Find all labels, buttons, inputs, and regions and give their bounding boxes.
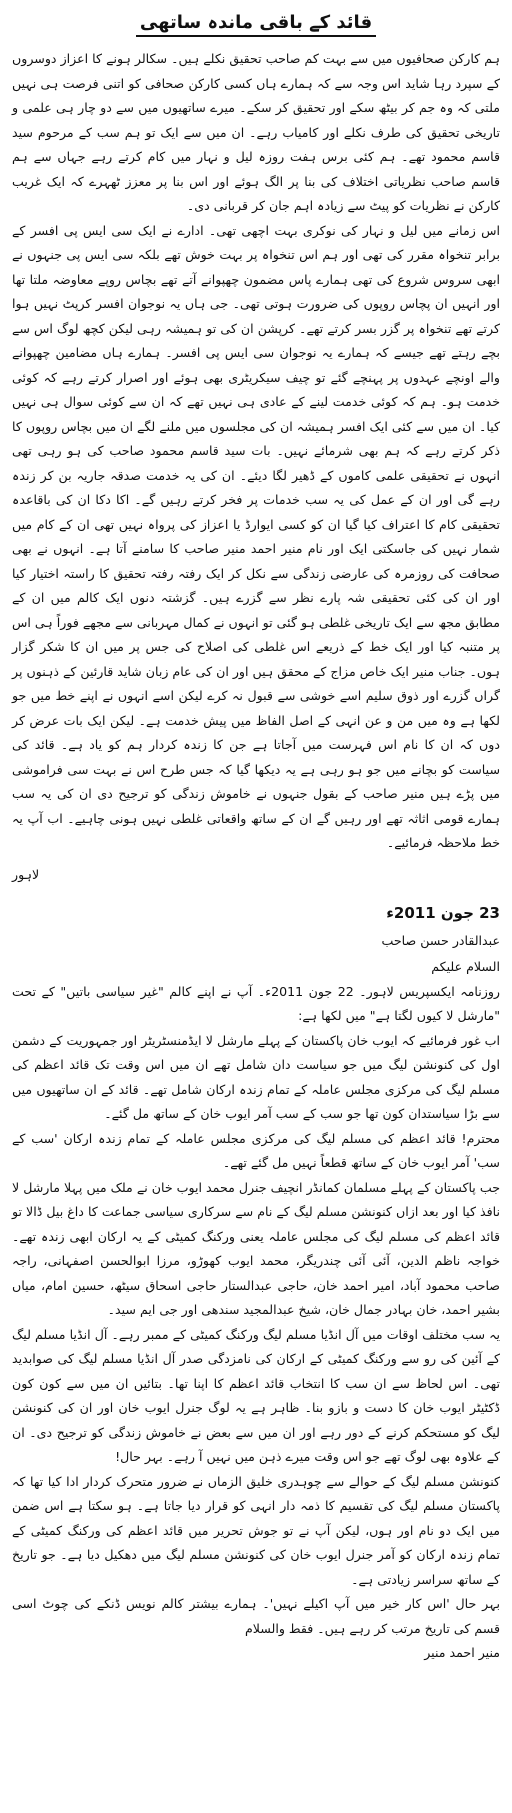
article-title: قائد کے باقی ماندہ ساتھی <box>136 12 376 37</box>
letter-paragraph-6: کنونشن مسلم لیگ کے حوالے سے چوہدری خلیق الزماں نے ضرور متحرک کردار ادا کیا تھا کہ پاکستان مسلم لیگ کی تقسیم کا ذمہ دار انہی کو قرار دیا جاتا ہے۔ ہو سکتا ہے اس ضمن میں ایک دو نام اور ہوں، لیکن آپ نے تو جوش تحریر میں قائد اعظم کی ورکنگ کمیٹی کے تمام زندہ ارکان کو آمر جنرل ایوب خان کی کنونشن مسلم لیگ میں دھکیل دیا ہے۔ جو تاریخ کے ساتھ سراسر زیادتی ہے۔ <box>12 1473 500 1587</box>
letter-date: 23 جون 2011ء <box>386 903 500 922</box>
letter-paragraph-2: اب غور فرمائیے کہ ایوب خان پاکستان کے پہلے مارشل لا ایڈمنسٹریٹر اور جمہوریت کے دشمن اول کی کنونشن لیگ میں جو سیاست دان شامل تھے ان میں اس وقت تک قائد اعظم کی مسلم لیگ کی مرکزی مجلس عاملہ کے تمام زندہ ارکان شامل تھے۔ قائد کے ان ساتھیوں میں سے بڑا سیاستدان کون تھا جو سب کے سب آمر ایوب خان کے ساتھ مل گئے۔ <box>12 1032 500 1121</box>
letter-paragraph-1: روزنامہ ایکسپریس لاہور۔ 22 جون 2011ء۔ آپ نے اپنے کالم "غیر سیاسی باتیں" کے تحت "مارشل لا کیوں لگتا ہے" میں لکھا ہے: <box>12 983 501 1023</box>
intro-paragraph-2: اس زمانے میں لیل و نہار کی نوکری بہت اچھی تھی۔ ادارے نے ایک سی ایس پی افسر کے برابر تنخواہ مقرر کی تھی اور ہم اس تنخواہ پر بہت خوش تھے بلکہ سی ایس پی جنہوں نے ابھی سروس شروع کی تھی ہمارے پاس مضمون چھپوانے آتے تھے بچاس روپے معاوضہ ملتا تھا اور انہیں ان پچاس روپوں کی ضرورت ہوتی تھی۔ جی ہاں یہ نوجوان افسر کرپٹ نہیں ہوا کرتے تھے تنخواہ پر گزر بسر کرتے تھے۔ کرپشن ان کی تو ہمیشہ رہی لیکن کچھ لوگ اس سے بچے رہتے تھے جیسے کہ ہمارے یہ نوجوان سی ایس پی افسر۔ ہمارے ہاں مضامین چھپوانے والے اونچے عہدوں پر پہنچے گئے تو چیف سیکریٹری بھی ہوئے اور اصرار کرتے رہے کہ کوئی خدمت ہو۔ ہم کہ کوئی خدمت لینے کے عادی ہی نہیں تھے کہ ان سے کوئی سوال ہی نہیں کیا۔ ان میں سے کئی ایک افسر ہمیشہ ان کی مجلسوں میں ملنے لگے ان میں بچاس روپوں کا ذکر کرتے رہے کہ ہم بھی شرمائے نہیں۔ بات سید قاسم محمود صاحب کی ہو رہی تھی انہوں نے تحقیقی علمی کاموں کے ڈھیر لگا دیئے۔ ان کی یہ خدمت صدقہ جاریہ بن کر زندہ رہے گی اور ان کے عمل کی یہ سب خدمات پر فخر کرتے رہیں گے۔ اکا دکا ان کی باقاعدہ تحقیقی کام کا اعتراف کیا گیا ان کو کسی ایوارڈ یا اعزاز کی پرواہ نہیں تھی ان کے کام میں شمار نہیں کی جاسکتی ایک اور نام منیر احمد منیر صاحب کا سامنے آتا ہے۔ انہوں نے بھی صحافت کی روزمرہ کی عارضی زندگی سے نکل کر ایک رفتہ رفتہ تحقیق کا راستہ اختیار کیا اور ان کی کئی تحقیقی شہ پارے نظر سے گزرے ہیں۔ گزشتہ دنوں ایک کالم میں ان کے مطابق مجھ سے ایک تاریخی غلطی ہو گئی تو انہوں نے کمال مہربانی سے مجھے فوراً ہی اس پر متنبہ کیا اور ایک خط کے ذریعے اس غلطی کی اصلاح کی جس پر میں ان کا شکر گزار ہوں۔ جناب منیر ایک خاص مزاج کے محقق ہیں اور ان کی عام زبان شاید قارئین کے ذہنوں پر گراں گزرے اور ذوق سلیم اسے خوشی سے قبول نہ کرے لیکن اسے انہوں نے اپنے خط میں جو لکھا ہے وہ میں من و عن انہی کے اصل الفاظ میں پیش خدمت ہے۔ لیکن ایک بات عرض کر دوں کہ ان کا نام اس فہرست میں آجاتا ہے جن کا زندہ کردار ہم کو یاد ہے۔ قائد کی سیاست کو بچانے میں جو ہو رہی ہے یہ دیکھا گیا کہ جس طرح اس نے بہت سی فراموشی میں پڑے ہیں منیر صاحب کے بقول جنہوں نے خاموش زندگی کو ترجیح دی ان کی یہ سب ہمارے قومی اثاثہ تھے اور رہیں گے ان کے ساتھ واقعاتی غلطی نہیں ہونی چاہیے۔ اب آپ یہ خط ملاحظہ فرمائیے۔ <box>12 222 500 850</box>
letter-paragraph-4: جب پاکستان کے پہلے مسلمان کمانڈر انچیف جنرل محمد ایوب خان نے ملک میں پہلا مارشل لا نافذ کیا اور بعد ازاں کنونشن مسلم لیگ کے نام سے سرکاری سیاسی جماعت کا داغ بیل ڈالا تو قائد اعظم کی مسلم لیگ کی مجلس عاملہ یعنی ورکنگ کمیٹی کے یہ ارکان ابھی زندہ تھے۔ خواجہ ناظم الدین، آئی آئی چندریگر، محمد ایوب کھوڑو، مرزا ابوالحسن اصفہانی، راجہ صاحب محمود آباد، امیر احمد خان، حاجی عبدالستار حاجی اسحاق سیٹھ، حسین امام، میاں بشیر احمد، خان بہادر جمال خان، شیخ عبدالمجید سندھی اور جی ایم سید۔ <box>12 1179 500 1317</box>
letter-salutation: السلام علیکم <box>431 958 500 974</box>
letter-signature: منیر احمد منیر <box>424 1645 500 1660</box>
letter-paragraph-3: محترم! قائد اعظم کی مسلم لیگ کی مرکزی مجلس عاملہ کے تمام زندہ ارکان 'سب کے سب' آمر ایوب خان کے ساتھ قطعاً نہیں مل گئے تھے۔ <box>12 1130 500 1170</box>
letter-paragraph-5: یہ سب مختلف اوقات میں آل انڈیا مسلم لیگ ورکنگ کمیٹی کے ممبر رہے۔ آل انڈیا مسلم لیگ کے آئین کی رو سے ورکنگ کمیٹی کے ارکان کی نامزدگی صدر آل انڈیا مسلم لیگ کی صوابدید تھی۔ اس لحاظ سے ان سب کا انتخاب قائد اعظم کا اپنا تھا۔ بتائیں ان میں سے کون کون ڈکٹیٹر ایوب خان کا دست و بازو بنا۔ ظاہر ہے یہ لوگ جنرل ایوب خان اور ان کی کنونشن لیگ کو مستحکم کرنے کے دور رہے اور ان میں سے بعض نے خاموش زندگی کو ترجیح دی۔ ان کے علاوہ بھی لوگ تھے جو اس وقت میرے ذہن میں نہیں آ رہے۔ بہر حال! <box>12 1326 500 1464</box>
letter-paragraph-7: بہر حال 'اس کار خیر میں آپ اکیلے نہیں'۔ ہمارے بیشتر کالم نویس ڈنکے کی چوٹ اسی قسم کی تاریخ مرتب کر رہے ہیں۔ فقط والسلام <box>12 1596 500 1636</box>
dateline-place: لاہور <box>12 866 40 882</box>
title-wrap <box>12 12 500 37</box>
intro-paragraph-1: ہم کارکن صحافیوں میں سے بہت کم صاحب تحقیق نکلے ہیں۔ سکالر ہونے کا اعزاز دوسروں کے سپرد رہا شاید اس وجہ سے کہ ہمارے ہاں کسی کارکن صحافی کو اتنی فرصت ہی نہیں ملتی کہ وہ جم کر بیٹھ سکے اور تحقیق کر سکے۔ میرے ساتھیوں میں سے دو چار ہی علمی و تاریخی تحقیق کی طرف نکلے اور کامیاب رہے۔ ان میں سے ایک تو ہم سب کے مرحوم سید قاسم محمود تھے۔ ہم کئی برس ہفت روزہ لیل و نہار میں کام کرتے رہے جہاں سے ہم قاسم صاحب نظریاتی اختلاف کی بنا پر الگ ہوئے اور اس بنا پر معزز ٹھہرے کہ ایک غریب کارکن نے نظریات کو پیٹ سے زیادہ اہم جان کر قربانی دی۔ <box>12 51 500 213</box>
letter-addressee: عبدالقادر حسن صاحب <box>381 932 500 948</box>
